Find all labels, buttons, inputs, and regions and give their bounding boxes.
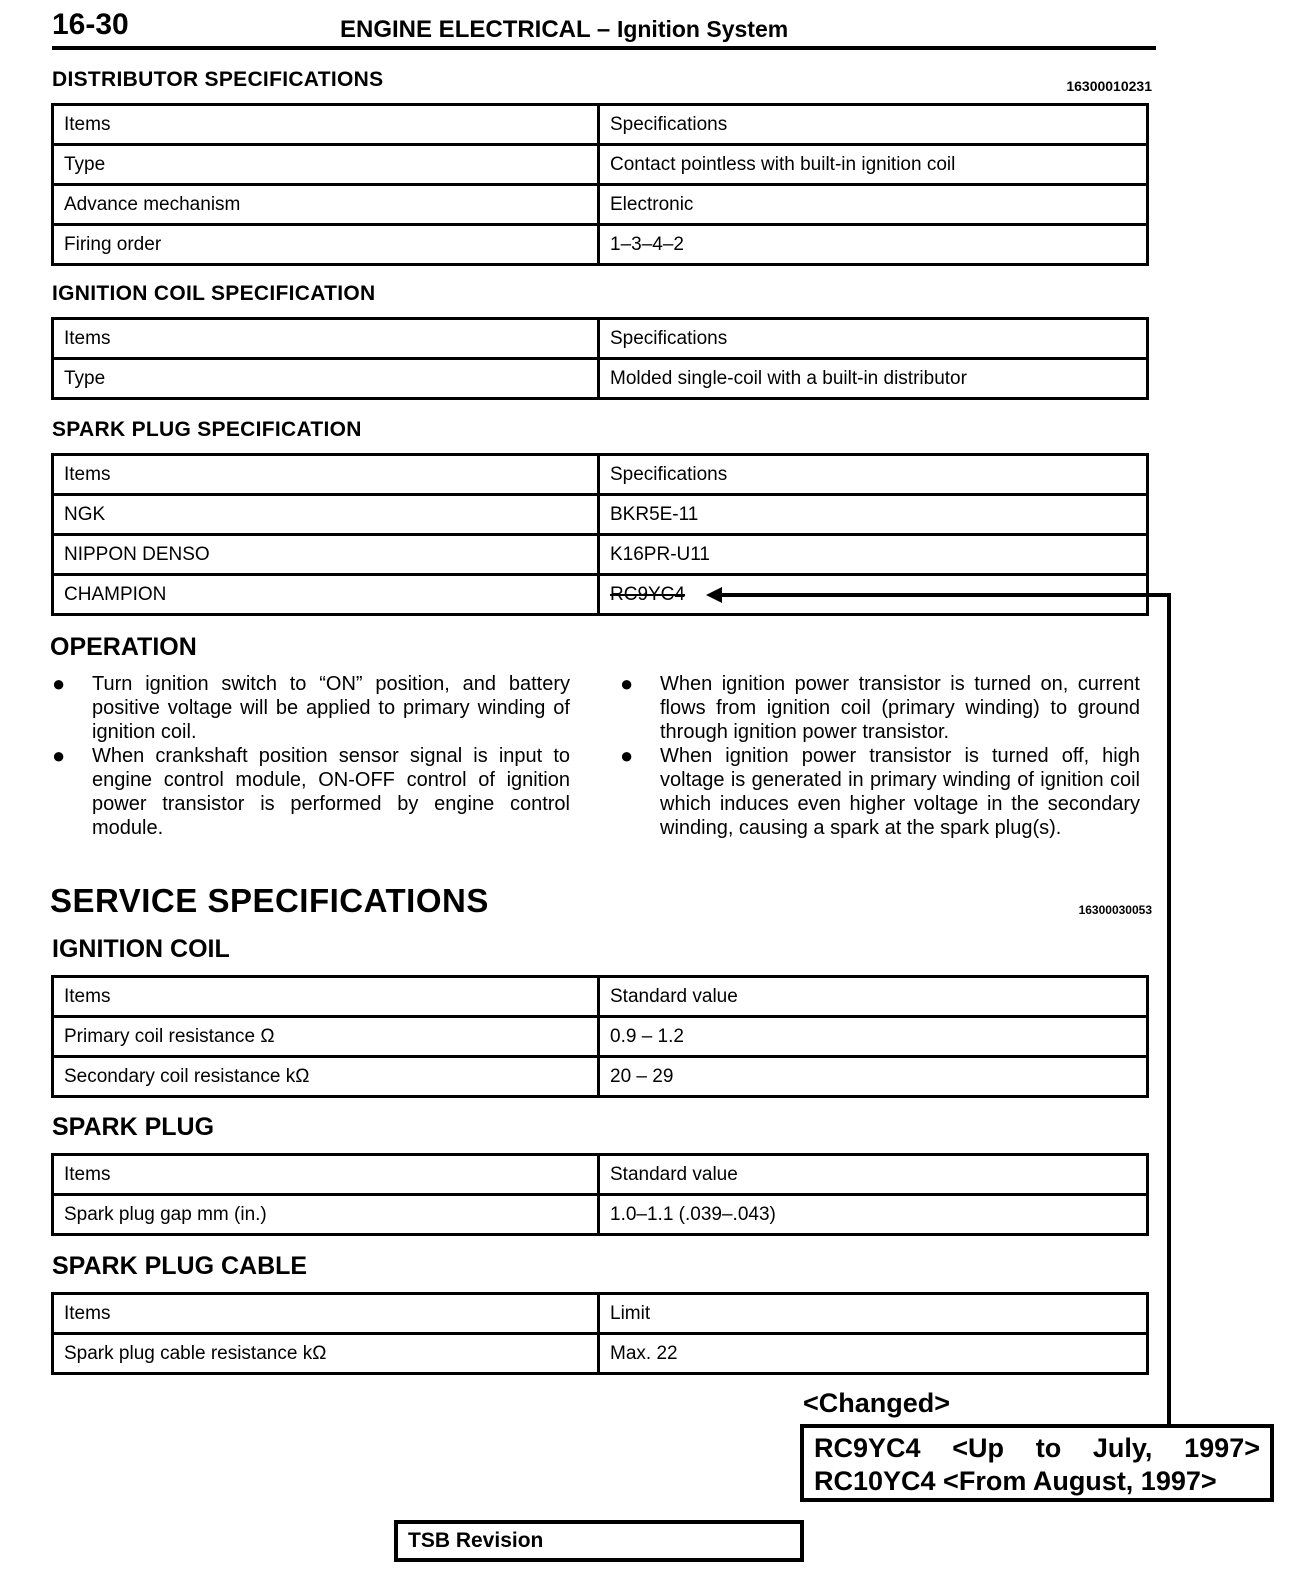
table-row	[53, 1155, 1148, 1195]
table-cell: Standard value	[599, 977, 1148, 1017]
table-cell: BKR5E-11	[599, 495, 1148, 535]
table-cell: Electronic	[599, 185, 1148, 225]
change-note-line: RC10YC4 <From August, 1997>	[814, 1466, 1217, 1496]
service-spec-code: 16300030053	[1078, 903, 1152, 917]
callout-line	[1167, 593, 1171, 1426]
table-cell: NIPPON DENSO	[53, 535, 599, 575]
spark-plug-cable-title: SPARK PLUG CABLE	[52, 1252, 308, 1280]
change-note-line: RC9YC4 <Up to July, 1997>	[814, 1433, 1260, 1463]
table-row	[53, 535, 1148, 575]
table-row	[53, 1195, 1148, 1235]
table-cell: 20 – 29	[599, 1057, 1148, 1097]
table-cell: CHAMPION	[53, 575, 599, 615]
table-cell: Items	[53, 977, 599, 1017]
list-item: ● When ignition power transistor is turned on, current flows from ignition coil (primary winding) to ground through ignition power transistor.	[620, 671, 1140, 743]
table-cell: NGK	[53, 495, 599, 535]
table-cell: K16PR-U11	[599, 535, 1148, 575]
page-number: 16-30	[52, 8, 129, 41]
operation-right-column	[620, 672, 1140, 840]
table-row	[53, 185, 1148, 225]
list-item: ● When ignition power transistor is turned off, high voltage is generated in primary winding of ignition coil which induces even higher voltage in the secondary winding, causing a spark at the spark plug(s).	[620, 743, 1140, 839]
table-cell: Advance mechanism	[53, 185, 599, 225]
table-cell: Type	[53, 359, 599, 399]
table-cell: Items	[53, 1294, 599, 1334]
spark-plug-spec-table	[51, 453, 1149, 616]
table-cell: Items	[53, 105, 599, 145]
distributor-spec-title: DISTRIBUTOR SPECIFICATIONS	[52, 68, 384, 91]
operation-title: OPERATION	[50, 633, 197, 661]
ignition-coil-table	[51, 975, 1149, 1098]
tsb-revision-box: TSB Revision	[394, 1520, 804, 1562]
table-row	[53, 145, 1148, 185]
table-cell: Molded single-coil with a built-in distributor	[599, 359, 1148, 399]
struck-part-number: RC9YC4	[610, 583, 685, 605]
service-spec-title: SERVICE SPECIFICATIONS	[50, 882, 489, 919]
table-cell: 1–3–4–2	[599, 225, 1148, 265]
operation-left-column	[52, 672, 570, 840]
ignition-coil-spec-table	[51, 317, 1149, 400]
table-cell: Contact pointless with built-in ignition coil	[599, 145, 1148, 185]
table-row	[53, 1294, 1148, 1334]
table-row	[53, 225, 1148, 265]
title-separator: –	[590, 16, 617, 43]
table-cell: Type	[53, 145, 599, 185]
ignition-coil-title: IGNITION COIL	[52, 935, 230, 963]
spark-plug-title: SPARK PLUG	[52, 1113, 215, 1141]
spark-plug-table	[51, 1153, 1149, 1236]
table-cell: Items	[53, 1155, 599, 1195]
table-cell: Specifications	[599, 105, 1148, 145]
ignition-coil-spec-title: IGNITION COIL SPECIFICATION	[52, 282, 376, 305]
table-row	[53, 495, 1148, 535]
changed-label: <Changed>	[803, 1388, 951, 1418]
table-cell: Primary coil resistance Ω	[53, 1017, 599, 1057]
table-row	[53, 1334, 1148, 1374]
bullet-icon: ●	[52, 743, 66, 768]
table-row	[53, 1017, 1148, 1057]
table-cell: Max. 22	[599, 1334, 1148, 1374]
table-cell: Specifications	[599, 319, 1148, 359]
table-row	[53, 455, 1148, 495]
list-item: ● When crankshaft position sensor signal is input to engine control module, ON-OFF control of ignition power transistor is performed by engine control module.	[52, 743, 570, 839]
table-cell: Items	[53, 319, 599, 359]
table-row	[53, 359, 1148, 399]
table-row	[53, 977, 1148, 1017]
bullet-icon: ●	[620, 671, 634, 696]
table-cell: Limit	[599, 1294, 1148, 1334]
bullet-icon: ●	[620, 743, 634, 768]
table-cell: Specifications	[599, 455, 1148, 495]
table-cell: Spark plug gap mm (in.)	[53, 1195, 599, 1235]
distributor-spec-code: 16300010231	[1066, 78, 1152, 94]
table-cell: 1.0–1.1 (.039–.043)	[599, 1195, 1148, 1235]
page-subtitle: Ignition System	[616, 16, 789, 42]
callout-line	[720, 593, 1170, 597]
page-title-main: ENGINE ELECTRICAL	[340, 16, 591, 43]
table-cell: 0.9 – 1.2	[599, 1017, 1148, 1057]
bullet-icon: ●	[52, 671, 66, 696]
spark-plug-spec-title: SPARK PLUG SPECIFICATION	[52, 418, 362, 441]
list-item: ● Turn ignition switch to “ON” position, and battery positive voltage will be applied to primary winding of ignition coil.	[52, 671, 570, 743]
table-cell: Items	[53, 455, 599, 495]
spark-plug-cable-table	[51, 1292, 1149, 1375]
page-title	[340, 16, 788, 44]
table-cell: Secondary coil resistance kΩ	[53, 1057, 599, 1097]
change-note-box	[800, 1424, 1274, 1502]
distributor-spec-table	[51, 103, 1149, 266]
table-cell: Firing order	[53, 225, 599, 265]
page-header	[52, 8, 1156, 50]
table-row	[53, 319, 1148, 359]
table-cell: Standard value	[599, 1155, 1148, 1195]
table-row	[53, 105, 1148, 145]
table-cell: Spark plug cable resistance kΩ	[53, 1334, 599, 1374]
table-row	[53, 1057, 1148, 1097]
